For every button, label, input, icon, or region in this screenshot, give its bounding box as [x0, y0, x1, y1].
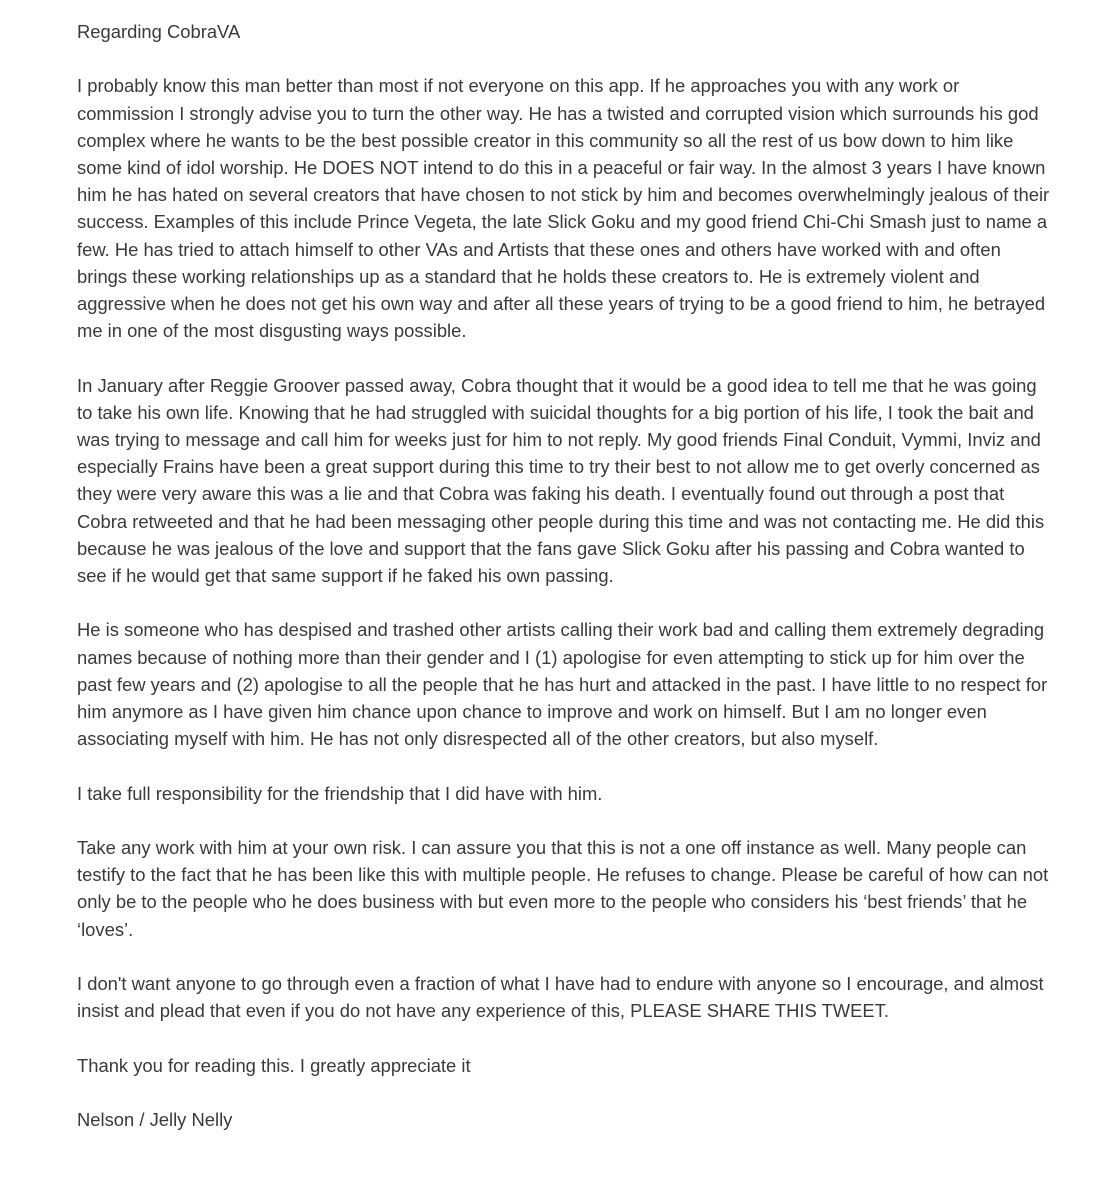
signature: Nelson / Jelly Nelly	[77, 1109, 233, 1130]
note-body	[77, 18, 1052, 1133]
paragraph-gap	[77, 589, 1052, 616]
paragraph-7: Thank you for reading this. I greatly appreciate it	[77, 1054, 471, 1076]
paragraph-gap	[77, 344, 1052, 371]
paragraph-3: He is someone who has despised and trashed other artists calling their work bad and calling them extremely degrading names because of nothing more than their gender and I (1) apologise for even attempting to stick up for him over the past few years and (2) apologise to all the people that he has hurt and attacked in the past. I have little to no respect for him anymore as I have given him chance upon chance to improve and work on himself. But I am no longer even associating myself with him. He has not only disrespected all of the other creators, but also myself.	[77, 619, 1048, 750]
paragraph-gap	[77, 1024, 1052, 1051]
cropped-header-remnant	[0, 0, 1118, 5]
paragraph-gap	[77, 752, 1052, 779]
paragraph-5: Take any work with him at your own risk. I can assure you that this is not a one off instance as well. Many people can testify to the fact that he has been like this with multiple people. He refuses to change. Please be careful of how can not only be to the people who he does business with but even more to the people who considers his ‘best friends’ that he ‘loves’.	[77, 837, 1049, 940]
paragraph-gap	[77, 807, 1052, 834]
paragraph-2: In January after Reggie Groover passed away, Cobra thought that it would be a good idea to tell me that he was going to take his own life. Knowing that he had struggled with suicidal thoughts for a big portion of his life, I took the bait and was trying to message and call him for weeks just for him to not reply. My good friends Final Conduit, Vymmi, Inviz and especially Frains have been a great support during this time to try their best to not allow me to get overly concerned as they were very aware this was a lie and that Cobra was faking his death. I eventually found out through a post that Cobra retweeted and that he had been messaging other people during this time and was not contacting me. He did this because he was jealous of the love and support that the fans gave Slick Goku after his passing and Cobra wanted to see if he would get that same support if he faked his own passing.	[77, 374, 1045, 587]
paragraph-1: I probably know this man better than most if not everyone on this app. If he approaches you with any work or commission I strongly advise you to turn the other way. He has a twisted and corrupted vision which surrounds his god complex where he wants to be the best possible creator in this community so all the rest of us bow down to him like some kind of idol worship. He DOES NOT intend to do this in a peaceful or fair way. In the almost 3 years I have known him he has hated on several creators that have chosen to not stick by him and becomes overwhelmingly jealous of their success. Examples of this include Prince Vegeta, the late Slick Goku and my good friend Chi-Chi Smash just to name a few. He has tried to attach himself to other VAs and Artists that these ones and others have worked with and often brings these working relationships up as a standard that he holds these creators to. He is extremely violent and aggressive when he does not get his own way and after all these years of trying to be a good friend to him, he betrayed me in one of the most disgusting ways possible.	[77, 75, 1050, 342]
note-title: Regarding CobraVA	[77, 21, 241, 42]
paragraph-4: I take full responsibility for the friendship that I did have with him.	[77, 782, 603, 804]
paragraph-gap	[77, 45, 1052, 72]
paragraph-gap	[77, 1079, 1052, 1106]
paragraph-gap	[77, 943, 1052, 970]
paragraph-6: I don't want anyone to go through even a fraction of what I have had to endure with anyone so I encourage, and almost insist and plead that even if you do not have any experience of this, PLEASE SHARE THIS TWEET.	[77, 973, 1044, 1022]
